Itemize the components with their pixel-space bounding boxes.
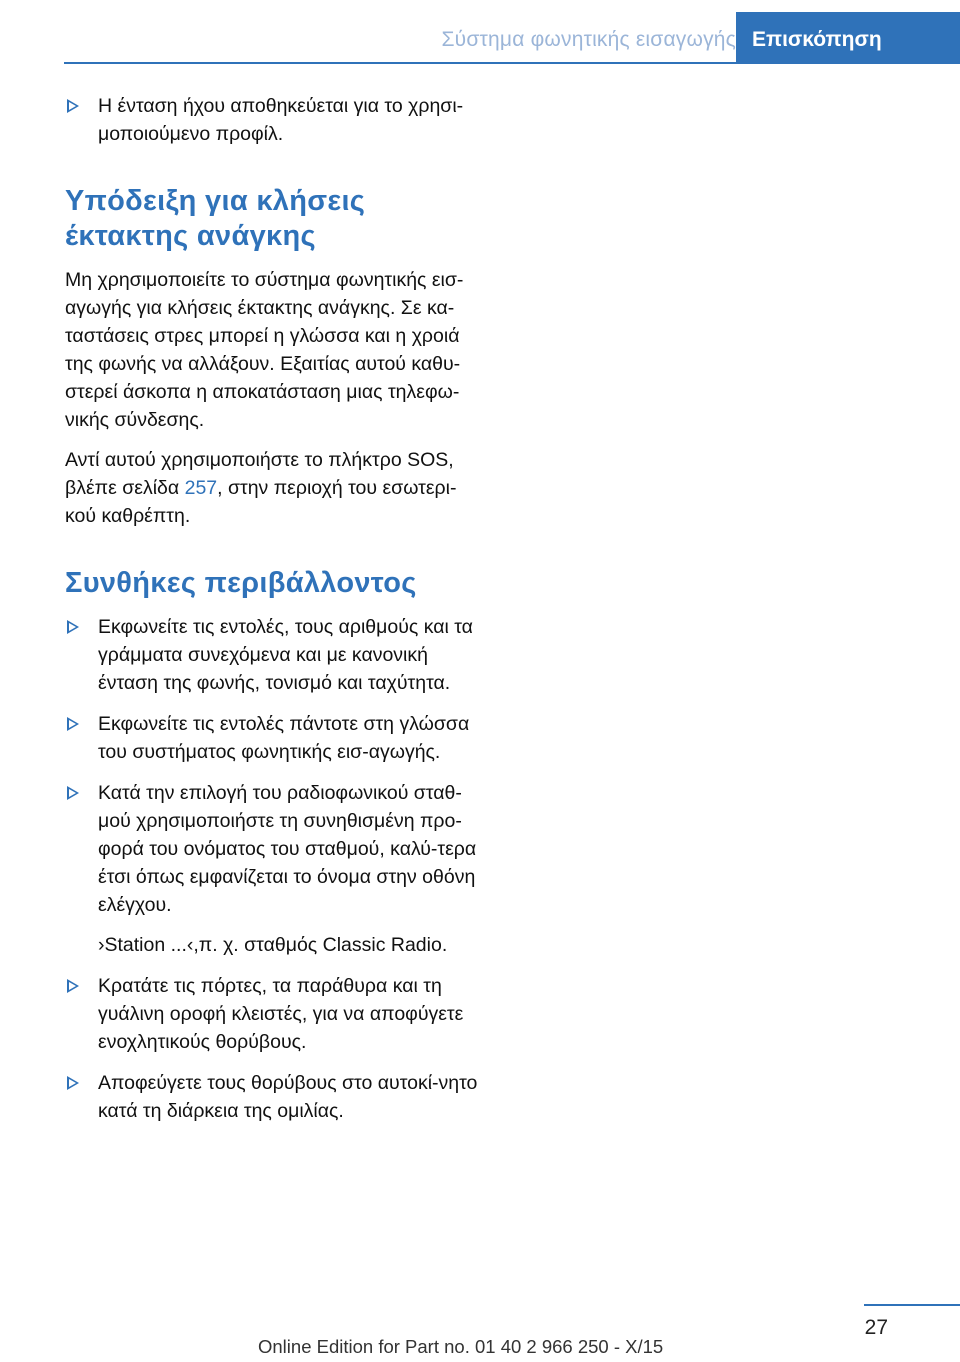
list-item-text: Η ένταση ήχου αποθηκεύεται για το χρησι-μοποιούμενο προφίλ. (98, 95, 464, 145)
paragraph-text: , στην περιοχή του εσωτερι-κού καθρέπτη. (65, 477, 457, 527)
list-item (65, 710, 485, 766)
main-content (65, 92, 485, 1138)
triangle-bullet-icon (67, 99, 79, 113)
list-item (65, 779, 485, 959)
paragraph (65, 446, 485, 530)
page-number: 27 (864, 1316, 888, 1339)
list-item-text: Αποφεύγετε τους θορύβους στο αυτοκί-νητο κατά τη διάρκεια της ομιλίας. (98, 1072, 478, 1122)
page-header (64, 0, 960, 64)
footer-divider (864, 1304, 960, 1306)
list-item (65, 92, 485, 148)
paragraph: Μη χρησιμοποιείτε το σύστημα φωνητικής εισ-αγωγής για κλήσεις έκτακτης ανάγκης. Σε κα-ταστάσεις στρες μπορεί η γλώσσα και η χροιά της φωνής να αλλάξουν. Εξαιτίας αυτού καθυ-στερεί άσκοπα η αποκατάσταση μιας τηλεφω-νικής σύνδεσης. (65, 269, 464, 431)
paragraph-text: Αντί αυτού χρησιμοποιήστε το πλήκτρο SOS, βλέπε σελίδα (65, 449, 454, 499)
list-item-text: Κρατάτε τις πόρτες, τα παράθυρα και τη γυάλινη οροφή κλειστές, για να αποφύγετε ενοχλητικούς θορύβους. (98, 975, 464, 1053)
triangle-bullet-icon (67, 786, 79, 800)
triangle-bullet-icon (67, 1076, 79, 1090)
list-item-text: Εκφωνείτε τις εντολές, τους αριθμούς και τα γράμματα συνεχόμενα και με κανονική ένταση της φωνής, τονισμό και ταχύτητα. (98, 616, 473, 694)
list-item (65, 1069, 485, 1125)
chapter-tab: Επισκόπηση (736, 12, 960, 62)
page-reference-link[interactable]: 257 (184, 477, 218, 499)
list-item-text: Κατά την επιλογή του ραδιοφωνικού σταθ-μού χρησιμοποιήστε τη συνηθισμένη προ-φορά του ονόματος του σταθμού, καλύ-τερα έτσι όπως εμφανίζεται το όνομα στην οθόνη ελέγχου. (98, 782, 477, 916)
triangle-bullet-icon (67, 717, 79, 731)
list-item (65, 972, 485, 1056)
triangle-bullet-icon (67, 979, 79, 993)
section-heading-emergency: Υπόδειξη για κλήσεις έκτακτης ανάγκης (65, 185, 366, 252)
section-heading-environment: Συνθήκες περιβάλλοντος (65, 567, 417, 599)
list-item-text: Εκφωνείτε τις εντολές πάντοτε στη γλώσσα του συστήματος φωνητικής εισ-αγωγής. (98, 713, 470, 763)
triangle-bullet-icon (67, 620, 79, 634)
example-text: ›Station ...‹,π. χ. σταθμός Classic Radio. (98, 934, 448, 956)
list-item (65, 613, 485, 697)
edition-footer: Online Edition for Part no. 01 40 2 966 250 - X/15 (258, 1336, 664, 1357)
section-title: Σύστημα φωνητικής εισαγωγής (441, 28, 736, 51)
